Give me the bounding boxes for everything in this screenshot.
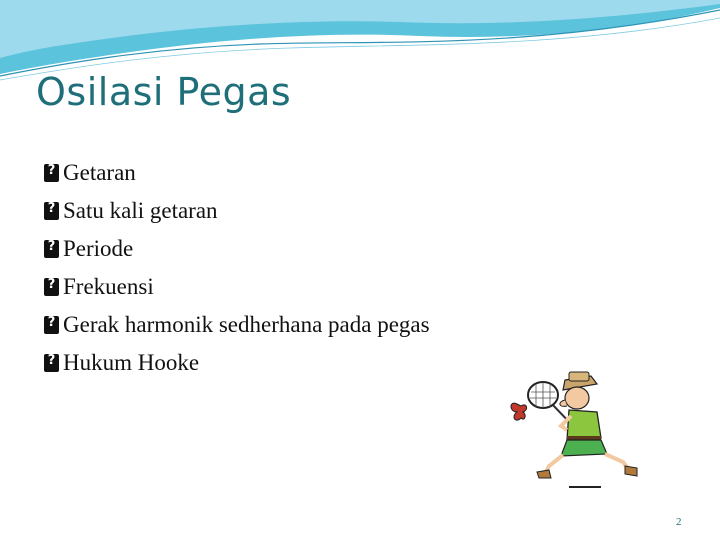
bullet-marker-icon [44, 202, 59, 220]
page-number: 2 [676, 516, 682, 528]
bullet-marker-icon [44, 164, 59, 182]
bullet-text: Periode [63, 236, 134, 261]
list-item [44, 154, 430, 192]
list-item [44, 230, 430, 268]
slide-title: Osilasi Pegas [36, 70, 292, 114]
bullet-marker-icon [44, 316, 59, 334]
list-item [44, 192, 430, 230]
bullet-text: Frekuensi [63, 274, 154, 299]
bullet-marker-icon [44, 278, 59, 296]
butterfly-catcher-clipart-icon [505, 362, 645, 492]
bullet-text: Gerak harmonik sedherhana pada pegas [63, 312, 430, 337]
bullet-text: Hukum Hooke [63, 350, 200, 375]
bullet-marker-icon [44, 354, 59, 372]
list-item [44, 268, 430, 306]
bullet-text: Satu kali getaran [63, 198, 218, 223]
bullet-marker-icon [44, 240, 59, 258]
list-item [44, 344, 430, 382]
bullet-text: Getaran [63, 160, 136, 185]
list-item [44, 306, 430, 344]
bullet-list [44, 154, 430, 382]
